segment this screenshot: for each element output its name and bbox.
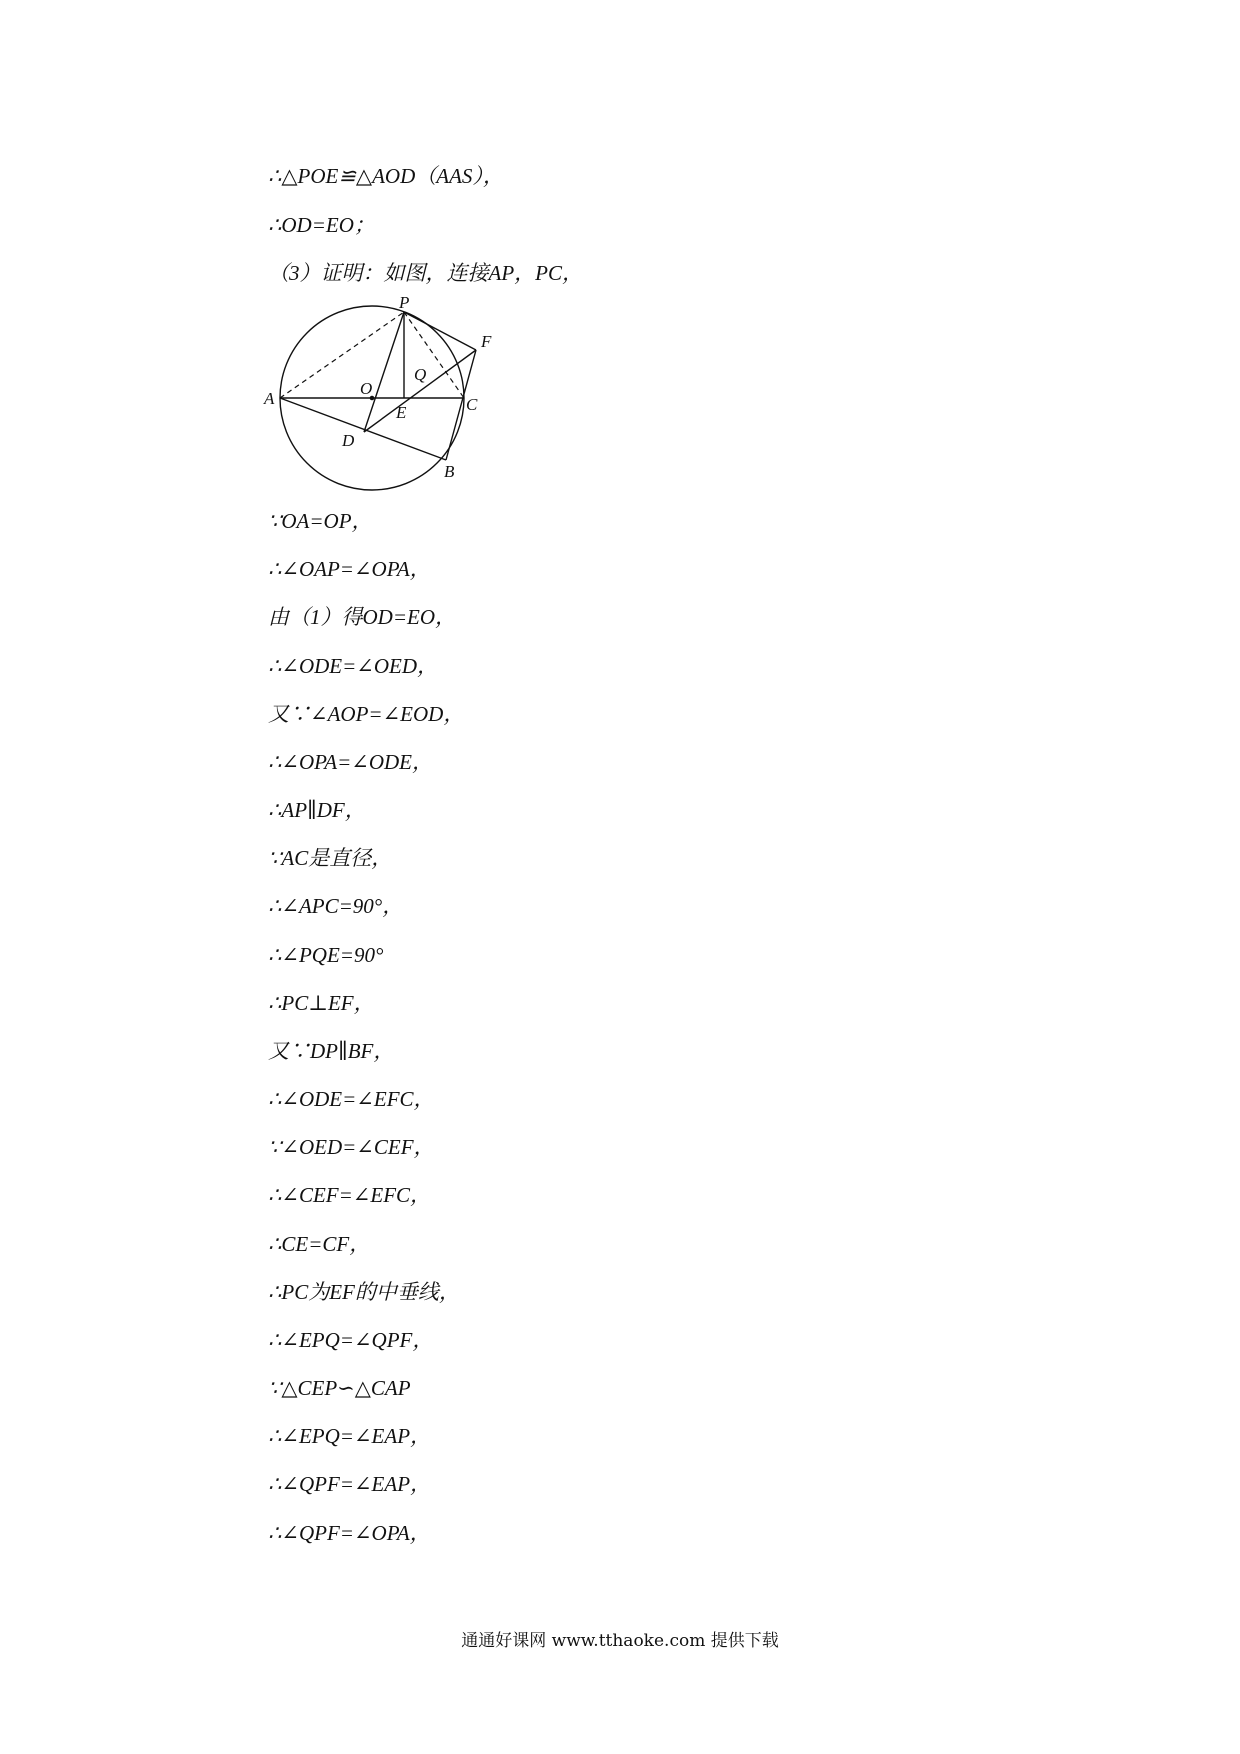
label-E: E xyxy=(396,403,407,422)
proof-line-9: ∴∠OPA=∠ODE， xyxy=(268,750,433,774)
label-B: B xyxy=(444,462,455,481)
label-F: F xyxy=(481,332,492,351)
proof-line-20: ∴PC为EF的中垂线， xyxy=(268,1280,460,1304)
label-Q: Q xyxy=(414,365,427,384)
segment-PC-dashed xyxy=(404,312,464,398)
geometry-figure xyxy=(262,292,502,492)
proof-line-1: ∴△POE≌△AOD（AAS）， xyxy=(268,164,504,188)
proof-line-4: ∵OA=OP， xyxy=(268,509,373,533)
label-O: O xyxy=(360,379,373,398)
proof-line-19: ∴CE=CF， xyxy=(268,1232,371,1256)
proof-line-12: ∴∠APC=90°， xyxy=(268,894,404,918)
proof-line-5: ∴∠OAP=∠OPA， xyxy=(268,557,431,581)
proof-line-8: 又∵∠AOP=∠EOD， xyxy=(268,702,465,726)
label-P: P xyxy=(399,293,410,312)
proof-line-17: ∵∠OED=∠CEF， xyxy=(268,1135,435,1159)
proof-line-18: ∴∠CEF=∠EFC， xyxy=(268,1183,432,1207)
segment-DF xyxy=(364,350,476,432)
proof-line-23: ∴∠EPQ=∠EAP， xyxy=(268,1424,432,1448)
proof-line-21: ∴∠EPQ=∠QPF， xyxy=(268,1328,434,1352)
proof-line-16: ∴∠ODE=∠EFC， xyxy=(268,1087,435,1111)
proof-line-7: ∴∠ODE=∠OED， xyxy=(268,654,439,678)
proof-line-24: ∴∠QPF=∠EAP， xyxy=(268,1472,432,1496)
segment-AB xyxy=(280,398,446,460)
proof-line-15: 又∵DP∥BF， xyxy=(268,1039,395,1063)
proof-line-13: ∴∠PQE=90° xyxy=(268,943,384,967)
label-D: D xyxy=(342,431,355,450)
segment-PF xyxy=(404,312,476,350)
label-A: A xyxy=(264,389,275,408)
proof-line-22: ∵△CEP∽△CAP xyxy=(268,1376,411,1400)
proof-line-2: ∴OD=EO； xyxy=(268,213,375,237)
proof-line-14: ∴PC⊥EF， xyxy=(268,991,375,1015)
proof-line-10: ∴AP∥DF， xyxy=(268,798,366,822)
proof-line-6: 由（1）得OD=EO， xyxy=(268,605,456,629)
label-C: C xyxy=(466,395,478,414)
proof-line-25: ∴∠QPF=∠OPA， xyxy=(268,1521,431,1545)
page-footer: 通通好课网 www.tthaoke.com 提供下载 xyxy=(461,1631,779,1651)
proof-line-3: （3）证明：如图，连接AP，PC， xyxy=(268,261,583,285)
proof-line-11: ∵AC是直径， xyxy=(268,846,393,870)
segment-AP-dashed xyxy=(280,312,404,398)
